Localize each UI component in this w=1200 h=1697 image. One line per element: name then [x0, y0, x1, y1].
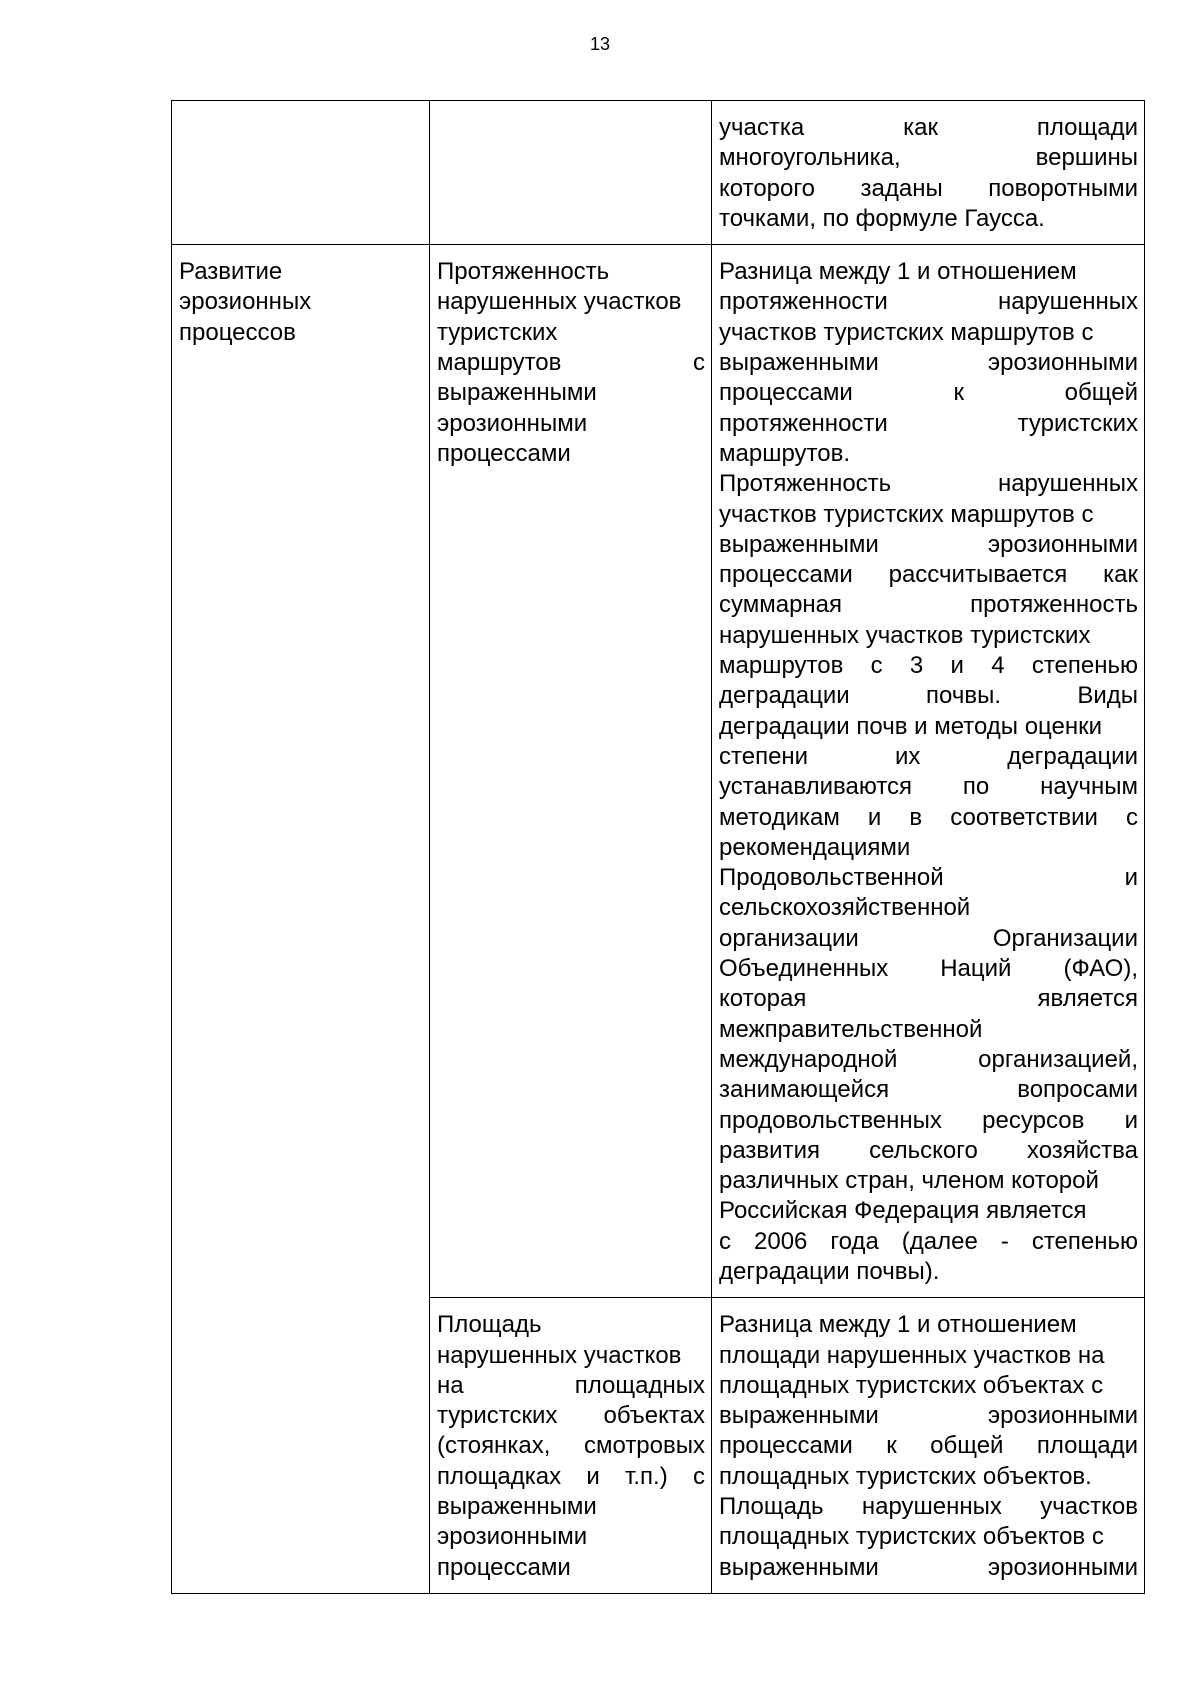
cell-text-line: нарушенных участков	[437, 1341, 682, 1369]
cell-text-line: степени их деградации	[719, 742, 1138, 770]
cell-text-line: деградации почв и методы оценки	[719, 712, 1103, 740]
cell-text-line: выраженными эрозионными	[719, 1402, 1138, 1430]
cell-text-line: Площадь нарушенных участков	[719, 1493, 1138, 1521]
cell-text-line: туристских	[437, 318, 558, 346]
table-cell-method	[712, 1298, 1145, 1594]
indicator-table	[171, 100, 1145, 1594]
cell-text-line: участков туристских маршрутов с	[719, 318, 1094, 346]
table-cell-method	[712, 245, 1145, 1298]
cell-text-line: процессами рассчитывается как	[719, 561, 1138, 589]
cell-text-line: которого заданы поворотными	[719, 174, 1138, 202]
cell-text-line: Разница между 1 и отношением	[719, 258, 1077, 286]
cell-text-line: площадных туристских объектов с	[719, 1523, 1104, 1551]
table-cell-indicator	[430, 101, 712, 245]
cell-text-line: Объединенных Наций (ФАО),	[719, 955, 1138, 983]
cell-text-line: рекомендациями	[719, 833, 911, 861]
cell-text-line: эрозионными	[437, 409, 588, 437]
cell-text-line: с 2006 года (далее - степенью	[719, 1227, 1138, 1255]
cell-text-line: площадках и т.п.) с	[437, 1462, 705, 1490]
cell-text-line: Протяженность нарушенных	[719, 470, 1138, 498]
cell-text-line: различных стран, членом которой	[719, 1167, 1099, 1195]
cell-text-line: развития сельского хозяйства	[719, 1136, 1138, 1164]
table-cell-method	[712, 101, 1145, 245]
cell-text-line: выраженными эрозионными	[719, 530, 1138, 558]
cell-text-line: протяженности туристских	[719, 409, 1138, 437]
cell-text-line: эрозионных	[179, 288, 312, 316]
cell-text-line: Протяженность	[437, 258, 610, 286]
cell-text-line: деградации почвы. Виды	[719, 682, 1138, 710]
cell-text-line: Разница между 1 и отношением	[719, 1311, 1077, 1339]
cell-text-line: процессов	[179, 318, 296, 346]
cell-text-line: суммарная протяженность	[719, 591, 1138, 619]
cell-text-line: продовольственных ресурсов и	[719, 1106, 1138, 1134]
cell-text-line: эрозионными	[437, 1523, 588, 1551]
cell-text-line: туристских объектах	[437, 1402, 705, 1430]
cell-text-line: участка как площади	[719, 114, 1138, 141]
cell-text-line: методикам и в соответствии с	[719, 803, 1138, 831]
cell-text-line: на площадных	[437, 1371, 705, 1399]
cell-text-line: маршрутов с 3 и 4 степенью	[719, 652, 1138, 680]
cell-text-line: устанавливаются по научным	[719, 773, 1138, 801]
table-cell-factor	[172, 101, 430, 245]
cell-text-line: Развитие	[179, 258, 283, 286]
cell-text-line: выраженными	[437, 1493, 597, 1521]
cell-text-line: процессами к общей площади	[719, 1432, 1138, 1460]
cell-text-line: (стоянках, смотровых	[437, 1432, 705, 1460]
cell-text-line: международной организацией,	[719, 1045, 1138, 1073]
cell-text-line: Продовольственной и	[719, 864, 1138, 892]
page-number: 13	[589, 34, 611, 54]
cell-text-line: выраженными	[437, 379, 597, 407]
table-row	[172, 101, 1145, 245]
cell-text-line: Площадь	[437, 1311, 542, 1339]
cell-text-line: сельскохозяйственной	[719, 894, 971, 922]
cell-text-line: которая является	[719, 985, 1138, 1013]
cell-text-line: маршрутов.	[719, 439, 851, 467]
cell-text-line: занимающейся вопросами	[719, 1076, 1138, 1104]
cell-text-line: нарушенных участков	[437, 288, 682, 316]
cell-text-line: межправительственной	[719, 1015, 983, 1043]
cell-text-line: участков туристских маршрутов с	[719, 500, 1094, 528]
cell-text-line: деградации почвы).	[719, 1257, 940, 1285]
cell-text-line: организации Организации	[719, 924, 1138, 952]
cell-text-line: площадных туристских объектов.	[719, 1462, 1092, 1490]
cell-text-line: многоугольника, вершины	[719, 144, 1138, 172]
table-row	[172, 245, 1145, 1298]
cell-text-line: процессами	[437, 439, 571, 467]
cell-text-line: Российская Федерация является	[719, 1197, 1087, 1225]
table-cell-indicator	[430, 1298, 712, 1594]
cell-text-line: процессами	[437, 1553, 571, 1581]
table-cell-factor	[172, 245, 430, 1594]
cell-text-line: процессами к общей	[719, 379, 1138, 407]
cell-text-line: маршрутов с	[437, 349, 705, 377]
cell-text-line: точками, по формуле Гаусса.	[719, 204, 1045, 232]
cell-text-line: выраженными эрозионными	[719, 349, 1138, 377]
cell-text-line: протяженности нарушенных	[719, 288, 1138, 316]
cell-text-line: площадных туристских объектах с	[719, 1371, 1104, 1399]
cell-text-line: выраженными эрозионными	[719, 1553, 1138, 1581]
table-cell-indicator	[430, 245, 712, 1298]
cell-text-line: нарушенных участков туристских	[719, 621, 1091, 649]
cell-text-line: площади нарушенных участков на	[719, 1341, 1105, 1369]
